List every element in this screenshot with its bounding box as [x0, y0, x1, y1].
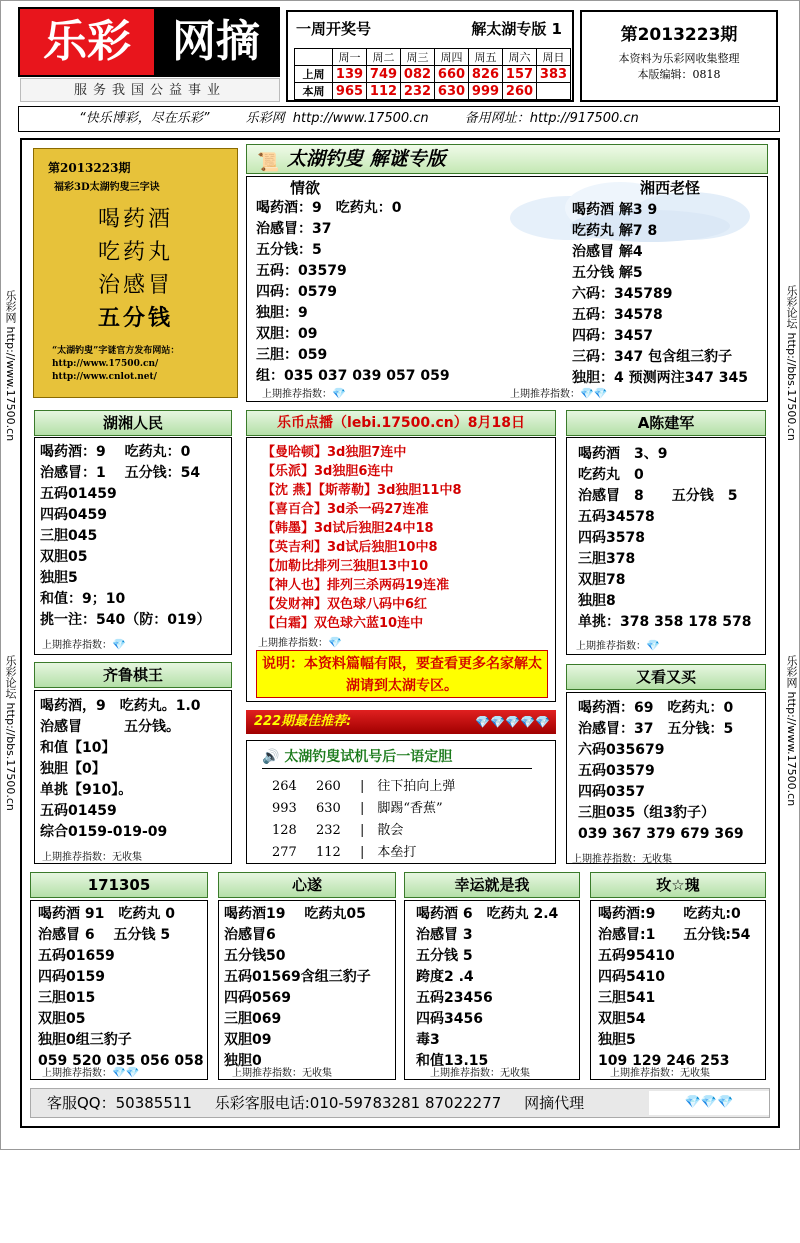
prediction-line: 五码01569含组三豹子 [224, 969, 371, 985]
draw-number: 826 [469, 66, 503, 83]
taihu-left-list [256, 198, 450, 387]
lebi-item[interactable]: 【曼哈顿】3d独胆7连中 [262, 445, 407, 460]
diamond-icon: 💎 [112, 638, 126, 651]
shiji-title [262, 746, 532, 769]
index-label: 上期推荐指数： [258, 638, 328, 649]
poster-footer-link[interactable]: http://www.cnlot.net/ [52, 372, 157, 382]
index-label: 上期推荐指数： [42, 640, 112, 651]
customer-qq: 客服QQ：50385511 [47, 1094, 192, 1112]
prediction-line: 治感冒：37 [256, 221, 332, 237]
expert-list [598, 904, 750, 1072]
prediction-line: 五码01659 [38, 948, 115, 964]
prediction-line: 三胆541 [598, 990, 656, 1006]
draw-number: 232 [316, 823, 341, 838]
draw-number: 082 [401, 66, 435, 83]
diamond-icon: 💎💎 [580, 387, 608, 400]
prediction-line: 和值【10】 [40, 740, 116, 756]
list-item: 128 232 | 散会 [272, 820, 455, 842]
prediction-line: 喝药酒 3、9 [578, 446, 668, 462]
prediction-line: 五分钱 解5 [572, 265, 643, 281]
prediction-line: 吃药丸 0 [578, 467, 644, 483]
poster-issue: 第2013223期 [48, 161, 131, 175]
prediction-line: 喝药酒：9 吃药丸：0 [256, 200, 402, 216]
recommend-index [510, 385, 607, 400]
day-header: 周三 [401, 49, 435, 66]
draw-number: 660 [435, 66, 469, 83]
list-item: 277 112 | 本垒打 [272, 842, 455, 864]
prediction-line: 独胆：4 预测两注347 345 [572, 370, 748, 386]
riddle-text: 散会 [377, 823, 404, 838]
row-label: 本周 [295, 83, 333, 100]
draw-number: 965 [333, 83, 367, 100]
riddle-text: 脚踢“香蕉” [377, 801, 443, 816]
expert-title: 玫☆瑰 [590, 872, 766, 898]
prediction-line: 治感冒 五分钱。 [40, 719, 180, 735]
speaker-icon: 🔊 [262, 749, 280, 765]
lebi-item[interactable]: 【神人也】排列三杀两码19连准 [262, 578, 450, 593]
row-label: 上周 [295, 66, 333, 83]
lebi-item[interactable]: 【韩墨】3d试后独胆24中18 [262, 521, 434, 536]
trial-number: 128 [272, 823, 297, 838]
slogan: 服务我国公益事业 [20, 78, 280, 102]
diamond-icon: 💎 [328, 636, 342, 649]
draw-number: 157 [503, 66, 537, 83]
lebi-list [262, 443, 462, 633]
shiji-list [272, 776, 455, 864]
poster-subtitle: 福彩3D太湖钓叟三字诀 [54, 182, 160, 193]
qilu-list [40, 696, 201, 843]
expert-list [416, 904, 558, 1072]
prediction-line: 跨度2 .4 [416, 969, 474, 985]
issue-note-2: 本版编辑：0818 [637, 68, 721, 81]
prediction-line: 四码5410 [598, 969, 665, 985]
youkan-list [578, 698, 744, 845]
table-row [295, 83, 571, 100]
author-name: 湘西老怪 [640, 179, 701, 197]
taihu-title [246, 144, 768, 174]
week-edition: 解太湖专版 1 [471, 20, 562, 38]
lebi-item[interactable]: 【发财神】双色球八码中6红 [262, 597, 428, 612]
site-link[interactable]: 乐彩网 http://www.17500.cn [245, 111, 429, 126]
youkan-title: 又看又买 [566, 664, 766, 690]
recommend-index [258, 634, 342, 649]
prediction-line: 六码：345789 [572, 286, 673, 302]
draw-number: 749 [367, 66, 401, 83]
prediction-line: 双胆09 [224, 1032, 272, 1048]
table-row [295, 66, 571, 83]
prediction-line: 单挑【910】。 [40, 782, 133, 798]
prediction-line: 四码：3457 [572, 328, 653, 344]
draw-number: 630 [435, 83, 469, 100]
day-header: 周一 [333, 49, 367, 66]
diamond-icon: 💎💎💎💎💎 [475, 715, 550, 729]
prediction-line: 四码：0579 [256, 284, 337, 300]
prediction-line: 五码23456 [416, 990, 493, 1006]
side-text-left-top: 乐彩网 http://www.17500.cn [4, 290, 17, 442]
prediction-line: 治感冒：37 五分钱：5 [578, 721, 734, 737]
week-title: 一周开奖号 [296, 20, 372, 38]
prediction-line: 059 520 035 056 058 [38, 1053, 204, 1069]
draw-number: 383 [537, 66, 571, 83]
poster-footer-line: “太湖钓叟”字谜官方发布网站： [52, 346, 180, 356]
prediction-line: 五码01459 [40, 803, 117, 819]
expert-list [38, 904, 204, 1072]
lebi-item[interactable]: 【白霜】双色球六蓝10连中 [262, 616, 424, 631]
index-label: 上期推荐指数： [262, 389, 332, 400]
prediction-line: 吃药丸 解7 8 [572, 223, 658, 239]
prediction-line: 三胆069 [224, 1011, 282, 1027]
list-item: 264 260 | 往下拍向上弹 [272, 776, 455, 798]
lebi-item[interactable]: 【乐派】3d独胆6连中 [262, 464, 394, 479]
index-label: 上期推荐指数： [576, 641, 646, 652]
table-cell [295, 49, 333, 66]
recommend-index: 上期推荐指数：无收集 [42, 852, 142, 863]
best-recommend-bar [246, 710, 556, 734]
prediction-line: 五码：03579 [256, 263, 347, 279]
prediction-line: 治感冒6 [224, 927, 276, 943]
prediction-line: 五分钱：5 [256, 242, 322, 258]
prediction-line: 三胆015 [38, 990, 96, 1006]
lebi-item[interactable]: 【英吉利】3d试后独胆10中8 [262, 540, 438, 555]
prediction-line: 五码01459 [40, 486, 117, 502]
index-label: 上期推荐指数： [42, 1068, 112, 1079]
poster-line: 吃药丸 [97, 240, 173, 265]
recommend-index: 上期推荐指数：无收集 [610, 1068, 710, 1079]
diamond-icon: 💎💎 [112, 1066, 140, 1079]
poster-card [33, 148, 238, 398]
prediction-line: 三胆045 [40, 528, 98, 544]
issue-box [580, 10, 778, 102]
prediction-line: 挑一注：540（防：019） [40, 612, 211, 628]
prediction-line: 双胆54 [598, 1011, 646, 1027]
expert-list [224, 904, 371, 1072]
index-label: 上期推荐指数： [510, 389, 580, 400]
prediction-line: 治感冒 3 [416, 927, 473, 943]
prediction-line: 五分钱 5 [416, 948, 473, 964]
prediction-line: 双胆05 [40, 549, 88, 565]
lebi-item[interactable]: 【沈 燕】【斯蒂勒】3d独胆11中8 [262, 483, 462, 498]
prediction-line: 治感冒:1 五分钱:54 [598, 927, 751, 943]
prediction-line: 喝药酒19 吃药丸05 [224, 906, 366, 922]
qilu-title: 齐鲁棋王 [34, 662, 232, 688]
taihu-right-list [572, 200, 748, 389]
logo-part-1: 乐彩 [20, 9, 154, 75]
prediction-line: 喝药酒：69 吃药丸：0 [578, 700, 734, 716]
customer-phone: 乐彩客服电话:010-59783281 87022277 [214, 1094, 502, 1112]
prediction-line: 独胆【0】 [40, 761, 106, 777]
issue-note-1: 本资料为乐彩网收集整理 [618, 52, 740, 65]
draw-number: 630 [316, 801, 341, 816]
prediction-line: 治感冒 8 五分钱 5 [578, 488, 738, 504]
prediction-line: 三胆：059 [256, 347, 328, 363]
prediction-line: 独胆：9 [256, 305, 308, 321]
day-header: 周日 [537, 49, 571, 66]
expert-title: 幸运就是我 [404, 872, 580, 898]
poster-lines [34, 203, 237, 335]
day-header: 周五 [469, 49, 503, 66]
site-logo [18, 7, 280, 77]
draw-number: 139 [333, 66, 367, 83]
prediction-line: 四码0569 [224, 990, 291, 1006]
poster-footer-link[interactable]: http://www.17500.cn/ [52, 359, 159, 369]
prediction-line: 四码3578 [578, 530, 645, 546]
chenjian-list [578, 444, 752, 633]
prediction-line: 独胆0组三豹子 [38, 1032, 132, 1048]
week-results-box [286, 10, 574, 102]
recommend-index [42, 636, 126, 651]
prediction-line: 双胆：09 [256, 326, 318, 342]
prediction-line: 五码：34578 [572, 307, 663, 323]
day-header: 周二 [367, 49, 401, 66]
prediction-line: 独胆5 [598, 1032, 636, 1048]
prediction-line: 治感冒：1 五分钱：54 [40, 465, 201, 481]
prediction-line: 五码34578 [578, 509, 655, 525]
prediction-line: 独胆8 [578, 593, 616, 609]
lebi-title: 乐币点播（lebi.17500.cn）8月18日 [246, 410, 556, 436]
lebi-item[interactable]: 【加勒比排列三独胆13中10 [262, 559, 429, 574]
side-text-right-bottom: 乐彩网 http://www.17500.cn [785, 655, 798, 807]
prediction-line: 喝药酒 91 吃药丸 0 [38, 906, 175, 922]
diamond-icon: 💎 [646, 639, 660, 652]
huxiang-title: 湖湘人民 [34, 410, 232, 436]
prediction-line: 三码：347 包含组三豹子 [572, 349, 733, 365]
recommend-index: 上期推荐指数：无收集 [572, 854, 672, 865]
taihu-title-text: 太湖钓叟 解谜专版 [287, 148, 446, 170]
prediction-line: 和值：9；10 [40, 591, 126, 607]
best-label: 222期最佳推荐: [254, 714, 352, 729]
motto: “快乐博彩，尽在乐彩” [79, 111, 210, 126]
riddle-text: 往下拍向上弹 [377, 779, 456, 794]
day-header: 周六 [503, 49, 537, 66]
draw-number: 260 [316, 779, 341, 794]
footer-bar [30, 1088, 770, 1118]
trial-number: 264 [272, 779, 297, 794]
recommend-index: 上期推荐指数：无收集 [232, 1068, 332, 1079]
prediction-line: 喝药酒 6 吃药丸 2.4 [416, 906, 559, 922]
list-item: 993 630 | 脚踢“香蕉” [272, 798, 455, 820]
prediction-line: 综合0159-019-09 [40, 824, 168, 840]
trial-number: 277 [272, 845, 297, 860]
prediction-line: 四码0459 [40, 507, 107, 523]
prediction-line: 治感冒 6 五分钱 5 [38, 927, 171, 943]
prediction-line: 双胆05 [38, 1011, 86, 1027]
prediction-line: 单挑：378 358 178 578 [578, 614, 752, 630]
scroll-icon: 📜 [257, 152, 280, 173]
recommend-index [42, 1064, 139, 1079]
author-name: 情欲 [290, 179, 321, 197]
url-bar [18, 106, 780, 132]
draw-number: 232 [401, 83, 435, 100]
draw-number: 260 [503, 83, 537, 100]
prediction-line: 四码0357 [578, 784, 645, 800]
prediction-line: 五分钱50 [224, 948, 286, 964]
prediction-line: 五码03579 [578, 763, 655, 779]
riddle-text: 本垒打 [377, 845, 417, 860]
agent-label: 网摘代理 [524, 1094, 585, 1112]
draw-number: 112 [367, 83, 401, 100]
prediction-line: 和值13.15 [416, 1053, 489, 1069]
side-text-right-top: 乐彩论坛 http://bbs.17500.cn [785, 285, 798, 441]
recommend-index [262, 385, 346, 400]
prediction-line: 三胆378 [578, 551, 636, 567]
prediction-line: 独胆0 [224, 1053, 262, 1069]
draw-number: 112 [316, 845, 341, 860]
day-header: 周四 [435, 49, 469, 66]
prediction-line: 六码035679 [578, 742, 665, 758]
logo-part-2: 网摘 [154, 9, 278, 75]
expert-title: 心遂 [218, 872, 396, 898]
prediction-line: 喝药酒:9 吃药丸:0 [598, 906, 741, 922]
prediction-line: 三胆035（组3豹子） [578, 805, 715, 821]
prediction-line: 毒3 [416, 1032, 440, 1048]
issue-number: 第2013223期 [620, 25, 738, 45]
draw-number: 999 [469, 83, 503, 100]
prediction-line: 治感冒 解4 [572, 244, 643, 260]
diamond-icon: 💎💎💎 [649, 1091, 769, 1115]
prediction-line: 独胆5 [40, 570, 78, 586]
backup-link[interactable]: 备用网址：http://917500.cn [464, 111, 639, 126]
prediction-line: 039 367 379 679 369 [578, 826, 744, 842]
prediction-line: 四码3456 [416, 1011, 483, 1027]
poster-line: 治感冒 [97, 273, 173, 298]
poster-line: 喝药酒 [97, 207, 173, 232]
chenjian-title: A陈建军 [566, 410, 766, 436]
prediction-line: 四码0159 [38, 969, 105, 985]
prediction-line: 双胆78 [578, 572, 626, 588]
lebi-note: 说明：本资料篇幅有限，要查看更多名家解太湖请到太湖专区。 [256, 650, 548, 698]
poster-line: 五分钱 [97, 305, 173, 331]
recommend-index: 上期推荐指数：无收集 [430, 1068, 530, 1079]
recommend-index [576, 637, 660, 652]
prediction-line: 组：035 037 039 057 059 [256, 368, 450, 384]
diamond-icon: 💎 [332, 387, 346, 400]
prediction-line: 109 129 246 253 [598, 1053, 730, 1069]
expert-title: 171305 [30, 872, 208, 898]
prediction-line: 喝药酒：9 吃药丸：0 [40, 444, 191, 460]
poster-footer [34, 345, 237, 384]
side-text-left-bottom: 乐彩论坛 http://bbs.17500.cn [4, 655, 17, 811]
huxiang-list [40, 442, 210, 631]
prediction-line: 五码95410 [598, 948, 675, 964]
table-row [295, 49, 571, 66]
prediction-line: 喝药酒 解3 9 [572, 202, 658, 218]
shiji-title-text: 太湖钓叟试机号后一语定胆 [284, 749, 453, 765]
prediction-line: 喝药酒，9 吃药丸。1.0 [40, 698, 201, 714]
draw-number [537, 83, 571, 100]
week-results-table [294, 48, 571, 100]
trial-number: 993 [272, 801, 297, 816]
lebi-item[interactable]: 【喜百合】3d杀一码27连准 [262, 502, 429, 517]
